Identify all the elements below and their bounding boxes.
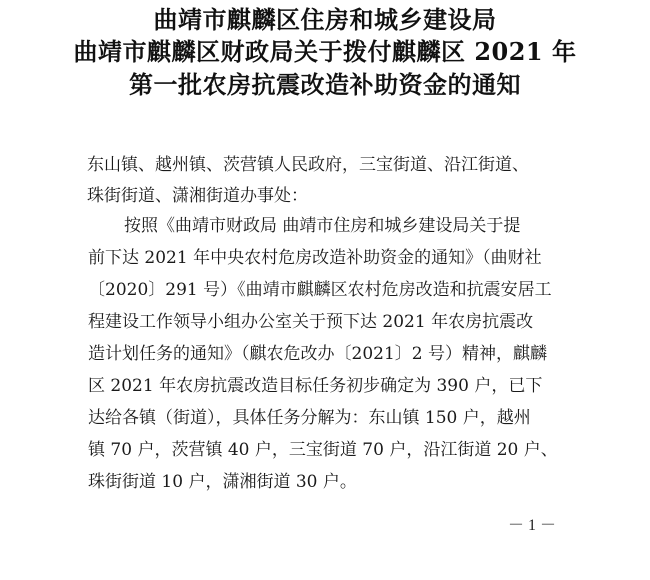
addressee-line-2: 珠街街道、潇湘街道办事处：: [87, 186, 308, 206]
title-line-1: 曲靖市麒麟区住房和城乡建设局: [153, 5, 497, 34]
body-line-9: 珠街街道 10 户，潇湘街道 30 户。: [88, 472, 357, 492]
body-line-5: 造计划任务的通知》（麒农危改办〔2021〕2 号）精神，麒麟: [88, 344, 547, 364]
body-line-8: 镇 70 户，茨营镇 40 户，三宝街道 70 户，沿江街道 20 户、: [88, 440, 558, 460]
addressee-line-1: 东山镇、越州镇、茨营镇人民政府，三宝街道、沿江街道、: [87, 155, 529, 175]
title-line-2: 曲靖市麒麟区财政局关于拨付麒麟区 2021 年: [73, 37, 577, 66]
body-line-4: 程建设工作领导小组办公室关于预下达 2021 年农房抗震改: [88, 312, 534, 332]
title-line-3: 第一批农房抗震改造补助资金的通知: [129, 70, 521, 99]
body-line-3: 〔2020〕291 号）《曲靖市麒麟区农村危房改造和抗震安居工: [88, 280, 552, 300]
body-line-6: 区 2021 年农房抗震改造目标任务初步确定为 390 户，已下: [88, 376, 543, 396]
page-number: － 1 －: [508, 517, 557, 534]
body-line-7: 达给各镇（街道），具体任务分解为：东山镇 150 户，越州: [88, 408, 531, 428]
body-line-1: 按照《曲靖市财政局 曲靖市住房和城乡建设局关于提: [124, 216, 521, 236]
body-line-2: 前下达 2021 年中央农村危房改造补助资金的通知》（曲财社: [88, 248, 542, 268]
